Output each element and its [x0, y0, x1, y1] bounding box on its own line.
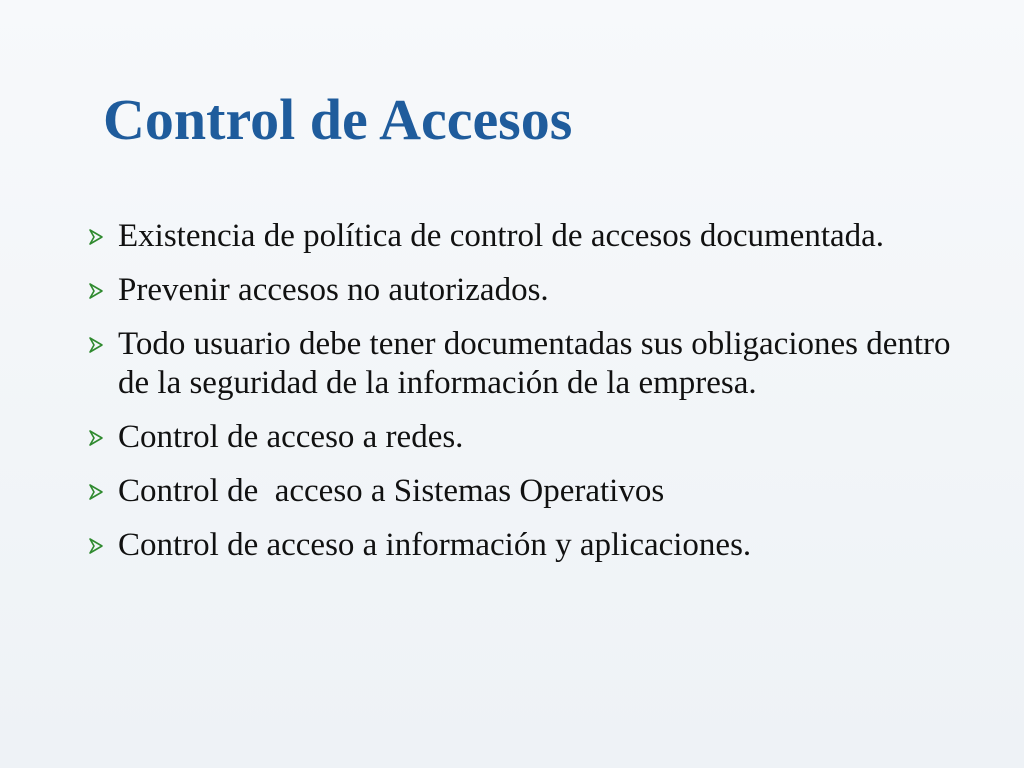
bullet-text: Control de acceso a Sistemas Operativos [118, 473, 665, 509]
arrow-bullet-icon [87, 228, 105, 246]
arrow-bullet-icon [87, 282, 105, 300]
bullet-item [85, 271, 985, 310]
arrow-bullet-icon [87, 483, 105, 501]
arrow-bullet-icon [87, 429, 105, 447]
bullet-item [85, 325, 985, 403]
slide-title: Control de Accesos [103, 87, 573, 152]
bullet-list [85, 217, 985, 580]
bullet-item [85, 526, 985, 565]
bullet-text: Control de acceso a redes. [118, 419, 464, 455]
bullet-item [85, 217, 985, 256]
bullet-item [85, 418, 985, 457]
bullet-text: Control de acceso a información y aplicaciones. [118, 527, 752, 563]
arrow-bullet-icon [87, 336, 105, 354]
arrow-bullet-icon [87, 537, 105, 555]
bullet-text: Todo usuario debe tener documentadas sus obligaciones dentro de la seguridad de la información de la empresa. [118, 326, 951, 401]
bullet-text: Existencia de política de control de accesos documentada. [118, 218, 885, 254]
bullet-item [85, 472, 985, 511]
bullet-text: Prevenir accesos no autorizados. [118, 272, 549, 308]
